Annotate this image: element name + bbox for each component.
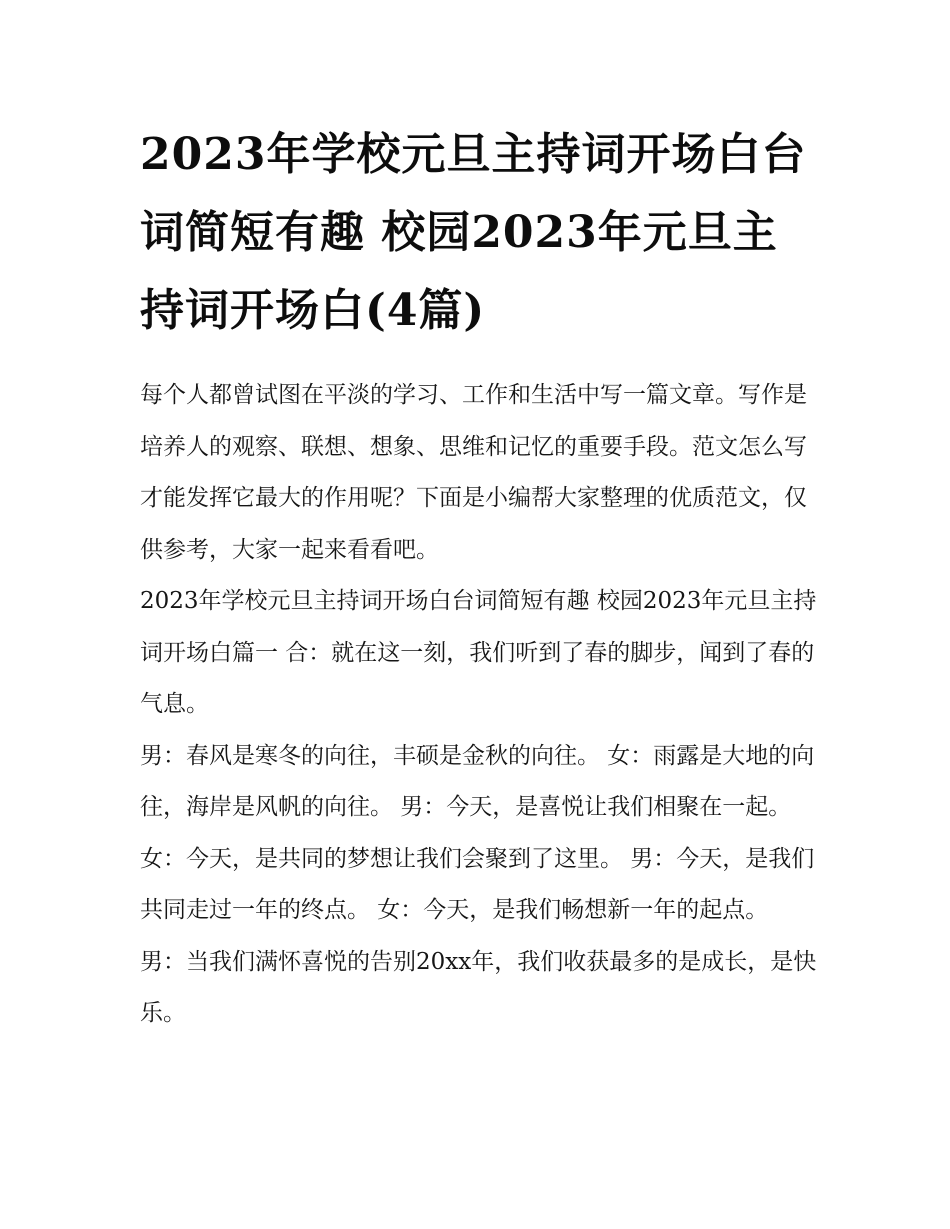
- intro-paragraph: 每个人都曾试图在平淡的学习、工作和生活中写一篇文章。写作是培养人的观察、联想、想象、思维和记忆的重要手段。范文怎么写才能发挥它最大的作用呢？下面是小编帮大家整理的优质范文，仅供参考，大家一起来看看吧。: [140, 382, 807, 563]
- body-paragraph: 男：当我们满怀喜悦的告别20xx年，我们收获最多的是成长，是快乐。: [140, 948, 817, 1026]
- body-paragraph: 男：春风是寒冬的向往，丰硕是金秋的向往。 女：雨露是大地的向往，海岸是风帆的向往。 男：今天，是喜悦让我们相聚在一起。: [140, 742, 815, 820]
- body-paragraph: 2023年学校元旦主持词开场白台词简短有趣 校园2023年元旦主持词开场白篇一 合：就在这一刻，我们听到了春的脚步，闻到了春的气息。: [140, 588, 817, 717]
- body-paragraph: 女：今天，是共同的梦想让我们会聚到了这里。 男：今天，是我们共同走过一年的终点。 女：今天，是我们畅想新一年的起点。: [140, 845, 815, 923]
- document-title: 2023年学校元旦主持词开场白台词简短有趣 校园2023年元旦主持词开场白(4篇): [140, 129, 807, 336]
- document-content: [140, 116, 820, 1040]
